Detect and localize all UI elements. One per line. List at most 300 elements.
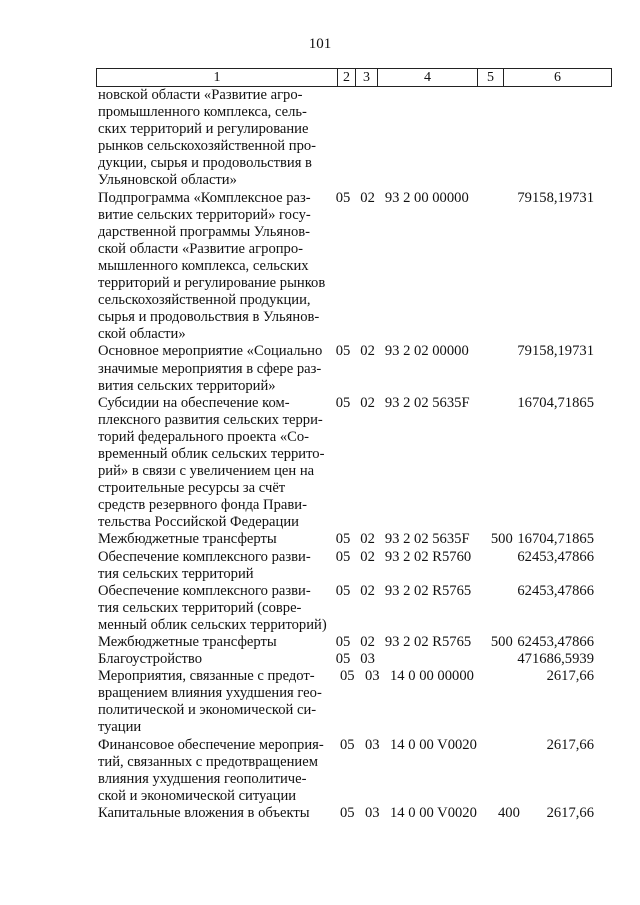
table-row	[98, 87, 610, 104]
row-name-cell: плексного развития сельских терри-	[98, 411, 323, 428]
subsection-code-cell: 02	[360, 634, 375, 650]
expense-type-cell	[491, 395, 518, 412]
expense-type-cell	[498, 412, 525, 429]
target-article-cell: 14 0 00 V0020	[390, 804, 477, 821]
expense-type-cell	[498, 617, 525, 634]
target-article-cell: 93 2 00 00000	[384, 189, 469, 206]
target-article-cell: 93 2 02 R5765	[384, 634, 472, 650]
expense-type-cell	[498, 155, 525, 172]
expense-type-cell: 500	[490, 531, 513, 548]
row-name-cell: тия сельских территорий (совре-	[98, 599, 302, 616]
amount-cell	[525, 497, 610, 514]
row-name-cell: Мероприятия, связанные с предот-	[98, 668, 315, 685]
section-code-cell	[332, 497, 365, 514]
amount-cell: 79158,19731	[517, 189, 594, 206]
subsection-code-cell	[365, 172, 390, 189]
amount-cell	[525, 429, 610, 446]
budget-table-body	[98, 87, 610, 822]
row-name-cell: Обеспечение комплексного разви-	[98, 548, 311, 565]
subsection-code-cell	[365, 514, 390, 531]
section-code-cell: 05	[340, 668, 355, 685]
row-name-cell: ских территорий и регулирование	[98, 121, 309, 138]
subsection-code-cell	[365, 600, 390, 617]
target-article-cell	[390, 378, 498, 395]
row-name-cell: вращением влияния ухудшения гео-	[98, 685, 322, 702]
subsection-code-cell	[365, 207, 390, 224]
target-article-cell	[390, 224, 498, 241]
expense-type-cell	[498, 685, 525, 702]
section-code-cell	[332, 514, 365, 531]
table-row	[98, 600, 610, 617]
table-row	[98, 668, 610, 685]
row-name-cell: Благоустройство	[98, 651, 202, 668]
table-row	[98, 788, 610, 805]
expense-type-cell	[498, 172, 525, 189]
target-article-cell	[390, 155, 498, 172]
amount-cell	[525, 258, 610, 275]
section-code-cell	[332, 87, 365, 104]
table-row	[98, 651, 610, 668]
section-code-cell	[332, 309, 365, 326]
row-name-cell: территорий и регулирование рынков	[98, 275, 326, 292]
section-code-cell	[332, 172, 365, 189]
row-name-cell: туации	[98, 719, 142, 736]
subsection-code-cell	[365, 412, 390, 429]
target-article-cell	[390, 104, 498, 121]
section-code-cell	[332, 138, 365, 155]
expense-type-cell	[498, 241, 525, 258]
target-article-cell	[390, 309, 498, 326]
section-code-cell	[332, 241, 365, 258]
subsection-code-cell	[365, 309, 390, 326]
expense-type-cell	[498, 600, 525, 617]
row-name-cell: витие сельских территорий» госу-	[98, 206, 311, 223]
section-code-cell	[332, 429, 365, 446]
section-code-cell: 05	[335, 531, 351, 548]
amount-cell	[525, 207, 610, 224]
section-code-cell: 05	[335, 582, 351, 599]
table-row	[98, 583, 610, 600]
table-row	[98, 326, 610, 343]
target-article-cell	[385, 651, 491, 668]
header-col-6: 6	[503, 69, 611, 86]
table-row	[98, 754, 610, 771]
amount-cell	[525, 480, 610, 497]
amount-cell: 16704,71865	[517, 394, 594, 411]
section-code-cell	[332, 702, 365, 719]
target-article-cell	[390, 361, 498, 378]
expense-type-cell	[498, 87, 525, 104]
amount-cell	[525, 275, 610, 292]
row-name-cell: менный облик сельских территорий)	[98, 616, 327, 633]
target-article-cell	[390, 497, 498, 514]
expense-type-cell	[491, 583, 518, 600]
amount-cell: 62453,47866	[517, 634, 594, 650]
subsection-code-cell: 02	[360, 343, 375, 360]
expense-type-cell	[498, 378, 525, 395]
expense-type-cell	[498, 121, 525, 138]
amount-cell	[525, 788, 610, 805]
header-col-5: 5	[477, 69, 503, 86]
section-code-cell	[332, 292, 365, 309]
table-row	[98, 121, 610, 138]
row-name-cell: Финансовое обеспечение мероприя-	[98, 736, 324, 753]
amount-cell	[525, 121, 610, 138]
expense-type-cell	[498, 292, 525, 309]
table-row	[98, 702, 610, 719]
table-row	[98, 292, 610, 309]
expense-type-cell	[498, 224, 525, 241]
section-code-cell: 05	[335, 394, 351, 411]
target-article-cell	[390, 754, 498, 771]
target-article-cell	[390, 600, 498, 617]
subsection-code-cell	[365, 480, 390, 497]
expense-type-cell	[491, 190, 518, 207]
subsection-code-cell	[365, 241, 390, 258]
section-code-cell	[332, 258, 365, 275]
expense-type-cell: 400	[498, 804, 520, 821]
table-row	[98, 463, 610, 480]
table-row	[98, 395, 610, 412]
expense-type-cell	[498, 463, 525, 480]
table-row	[98, 190, 610, 207]
subsection-code-cell	[365, 788, 390, 805]
row-name-cell: рынков сельскохозяйственной про-	[98, 138, 317, 155]
table-row	[98, 361, 610, 378]
table-row	[98, 241, 610, 258]
amount-cell	[525, 719, 610, 736]
table-header	[96, 68, 612, 87]
target-article-cell	[390, 617, 498, 634]
amount-cell: 471686,5939	[517, 651, 594, 668]
row-name-cell: Ульяновской области»	[98, 172, 237, 189]
amount-cell: 62453,47866	[517, 582, 594, 599]
row-name-cell: тий, связанных с предотвращением	[98, 753, 318, 770]
subsection-code-cell	[365, 104, 390, 121]
target-article-cell	[390, 121, 498, 138]
row-name-cell: Капитальные вложения в объекты	[98, 804, 310, 821]
expense-type-cell	[498, 429, 525, 446]
table-row	[98, 104, 610, 121]
target-article-cell	[390, 412, 498, 429]
row-name-cell: рий» в связи с увеличением цен на	[98, 463, 315, 480]
table-row	[98, 514, 610, 531]
subsection-code-cell	[365, 155, 390, 172]
subsection-code-cell	[365, 771, 390, 788]
subsection-code-cell	[365, 429, 390, 446]
row-name-cell: мышленного комплекса, сельских	[98, 257, 309, 274]
expense-type-cell	[498, 702, 525, 719]
row-name-cell: тельства Российской Федерации	[98, 514, 299, 531]
row-name-cell: дарственной программы Ульянов-	[98, 223, 310, 240]
row-name-cell: новской области «Развитие агро-	[98, 87, 303, 103]
expense-type-cell	[491, 549, 518, 566]
subsection-code-cell: 03	[365, 668, 380, 685]
table-row	[98, 497, 610, 514]
row-name-cell: ской области»	[98, 326, 186, 343]
section-code-cell	[332, 326, 365, 343]
subsection-code-cell	[365, 121, 390, 138]
table-row	[98, 172, 610, 189]
expense-type-cell	[498, 788, 525, 805]
target-article-cell: 93 2 02 R5765	[384, 582, 472, 599]
subsection-code-cell	[365, 292, 390, 309]
subsection-code-cell	[365, 685, 390, 702]
row-name-cell: ской и экономической ситуации	[98, 787, 297, 804]
subsection-code-cell	[365, 138, 390, 155]
expense-type-cell	[498, 446, 525, 463]
section-code-cell	[332, 378, 365, 395]
expense-type-cell	[498, 480, 525, 497]
amount-cell	[525, 361, 610, 378]
section-code-cell	[332, 771, 365, 788]
subsection-code-cell: 02	[360, 548, 375, 565]
amount-cell: 16704,71865	[517, 531, 594, 548]
amount-cell	[525, 771, 610, 788]
section-code-cell: 05	[335, 343, 351, 360]
header-col-4: 4	[377, 69, 477, 86]
section-code-cell	[332, 719, 365, 736]
target-article-cell	[390, 326, 498, 343]
row-name-cell: значимые мероприятия в сфере раз-	[98, 360, 322, 377]
amount-cell: 2617,66	[546, 668, 594, 685]
amount-cell	[525, 412, 610, 429]
expense-type-cell	[498, 754, 525, 771]
target-article-cell: 93 2 02 00000	[384, 343, 469, 360]
row-name-cell: ской области «Развитие агропро-	[98, 240, 304, 257]
expense-type-cell	[498, 258, 525, 275]
row-name-cell: Субсидии на обеспечение ком-	[98, 394, 290, 411]
subsection-code-cell: 02	[360, 189, 375, 206]
subsection-code-cell	[365, 361, 390, 378]
expense-type-cell	[498, 275, 525, 292]
header-col-1: 1	[213, 69, 221, 85]
expense-type-cell	[498, 207, 525, 224]
table-row	[98, 719, 610, 736]
table-row	[98, 275, 610, 292]
table-row	[98, 155, 610, 172]
target-article-cell	[390, 566, 498, 583]
row-name-cell: средств резервного фонда Прави-	[98, 497, 307, 514]
row-name-cell: тия сельских территорий	[98, 565, 254, 582]
amount-cell	[525, 617, 610, 634]
subsection-code-cell	[365, 617, 390, 634]
table-row	[98, 207, 610, 224]
amount-cell	[525, 463, 610, 480]
target-article-cell	[390, 463, 498, 480]
subsection-code-cell: 02	[360, 394, 375, 411]
row-name-cell: политической и экономической си-	[98, 702, 317, 719]
amount-cell: 62453,47866	[517, 548, 594, 565]
expense-type-cell	[498, 566, 525, 583]
subsection-code-cell: 02	[360, 582, 375, 599]
table-row	[98, 566, 610, 583]
row-name-cell: сырья и продовольствия в Ульянов-	[98, 309, 320, 326]
amount-cell	[525, 155, 610, 172]
subsection-code-cell	[365, 754, 390, 771]
expense-type-cell: 500	[490, 634, 513, 650]
row-name-cell: Основное мероприятие «Социально	[98, 343, 323, 360]
amount-cell	[525, 566, 610, 583]
target-article-cell: 93 2 02 5635F	[384, 531, 470, 548]
expense-type-cell	[491, 651, 518, 668]
section-code-cell: 05	[335, 634, 351, 650]
section-code-cell	[332, 224, 365, 241]
row-name-cell: Межбюджетные трансферты	[98, 531, 277, 548]
amount-cell	[525, 378, 610, 395]
amount-cell: 2617,66	[546, 736, 594, 753]
expense-type-cell	[498, 514, 525, 531]
expense-type-cell	[498, 497, 525, 514]
section-code-cell: 05	[340, 804, 355, 821]
section-code-cell	[332, 275, 365, 292]
table-row	[98, 685, 610, 702]
subsection-code-cell	[365, 463, 390, 480]
section-code-cell	[332, 121, 365, 138]
expense-type-cell	[498, 138, 525, 155]
subsection-code-cell: 02	[360, 531, 375, 548]
table-row	[98, 634, 610, 651]
section-code-cell	[332, 361, 365, 378]
target-article-cell	[390, 446, 498, 463]
expense-type-cell	[498, 771, 525, 788]
subsection-code-cell	[365, 326, 390, 343]
amount-cell	[525, 224, 610, 241]
section-code-cell: 05	[340, 736, 355, 753]
section-code-cell	[332, 600, 365, 617]
target-article-cell: 14 0 00 V0020	[390, 736, 477, 753]
subsection-code-cell	[365, 497, 390, 514]
expense-type-cell	[498, 668, 525, 685]
section-code-cell	[332, 155, 365, 172]
table-row	[98, 446, 610, 463]
target-article-cell	[390, 172, 498, 189]
section-code-cell: 05	[335, 651, 351, 668]
row-name-cell: вития сельских территорий»	[98, 377, 276, 394]
table-row	[98, 737, 610, 754]
section-code-cell	[332, 207, 365, 224]
table-row	[98, 343, 610, 360]
amount-cell	[525, 446, 610, 463]
target-article-cell	[390, 138, 498, 155]
table-row	[98, 480, 610, 497]
header-col-3: 3	[355, 69, 377, 86]
table-row	[98, 258, 610, 275]
amount-cell: 79158,19731	[517, 343, 594, 360]
subsection-code-cell	[365, 275, 390, 292]
section-code-cell: 05	[335, 189, 351, 206]
subsection-code-cell	[365, 446, 390, 463]
subsection-code-cell	[365, 378, 390, 395]
subsection-code-cell	[365, 719, 390, 736]
target-article-cell	[390, 241, 498, 258]
row-name-cell: торий федерального проекта «Со-	[98, 428, 310, 445]
row-name-cell: временный облик сельских террито-	[98, 445, 325, 462]
target-article-cell	[390, 429, 498, 446]
target-article-cell	[390, 275, 498, 292]
expense-type-cell	[498, 719, 525, 736]
subsection-code-cell	[365, 258, 390, 275]
expense-type-cell	[498, 104, 525, 121]
section-code-cell	[332, 463, 365, 480]
section-code-cell	[332, 754, 365, 771]
table-row	[98, 378, 610, 395]
table-row	[98, 805, 610, 822]
target-article-cell	[390, 480, 498, 497]
table-row	[98, 138, 610, 155]
row-name-cell: Подпрограмма «Комплексное раз-	[98, 189, 311, 206]
target-article-cell: 93 2 02 5635F	[384, 394, 470, 411]
expense-type-cell	[498, 326, 525, 343]
target-article-cell	[390, 702, 498, 719]
section-code-cell	[332, 446, 365, 463]
row-name-cell: Обеспечение комплексного разви-	[98, 582, 311, 599]
expense-type-cell	[498, 361, 525, 378]
table-row	[98, 429, 610, 446]
amount-cell	[525, 172, 610, 189]
section-code-cell: 05	[335, 548, 351, 565]
amount-cell	[525, 104, 610, 121]
subsection-code-cell: 03	[365, 736, 380, 753]
table-row	[98, 531, 610, 548]
amount-cell: 2617,66	[546, 804, 594, 821]
table-row	[98, 617, 610, 634]
table-row	[98, 224, 610, 241]
section-code-cell	[332, 566, 365, 583]
subsection-code-cell	[365, 224, 390, 241]
row-name-cell: Межбюджетные трансферты	[98, 634, 277, 650]
target-article-cell: 14 0 00 00000	[390, 668, 474, 685]
amount-cell	[525, 600, 610, 617]
subsection-code-cell: 03	[365, 804, 380, 821]
amount-cell	[525, 702, 610, 719]
table-row	[98, 771, 610, 788]
subsection-code-cell	[365, 566, 390, 583]
subsection-code-cell: 03	[360, 651, 375, 668]
amount-cell	[525, 87, 610, 104]
amount-cell	[525, 309, 610, 326]
target-article-cell	[390, 788, 498, 805]
target-article-cell	[390, 292, 498, 309]
row-name-cell: сельскохозяйственной продукции,	[98, 292, 311, 309]
expense-type-cell	[491, 343, 518, 360]
section-code-cell	[332, 617, 365, 634]
subsection-code-cell	[365, 702, 390, 719]
target-article-cell	[390, 207, 498, 224]
target-article-cell	[390, 771, 498, 788]
row-name-cell: влияния ухудшения геополитиче-	[98, 770, 307, 787]
row-name-cell: промышленного комплекса, сель-	[98, 104, 307, 121]
section-code-cell	[332, 480, 365, 497]
header-col-2: 2	[337, 69, 355, 86]
target-article-cell	[390, 87, 498, 104]
section-code-cell	[332, 412, 365, 429]
amount-cell	[525, 685, 610, 702]
expense-type-cell	[498, 309, 525, 326]
target-article-cell	[390, 514, 498, 531]
table-row	[98, 309, 610, 326]
amount-cell	[525, 514, 610, 531]
amount-cell	[525, 754, 610, 771]
expense-type-cell	[498, 737, 525, 754]
table-row	[98, 549, 610, 566]
section-code-cell	[332, 788, 365, 805]
row-name-cell: дукции, сырья и продовольствия в	[98, 155, 312, 172]
amount-cell	[525, 138, 610, 155]
target-article-cell	[390, 719, 498, 736]
table-row	[98, 412, 610, 429]
amount-cell	[525, 326, 610, 343]
